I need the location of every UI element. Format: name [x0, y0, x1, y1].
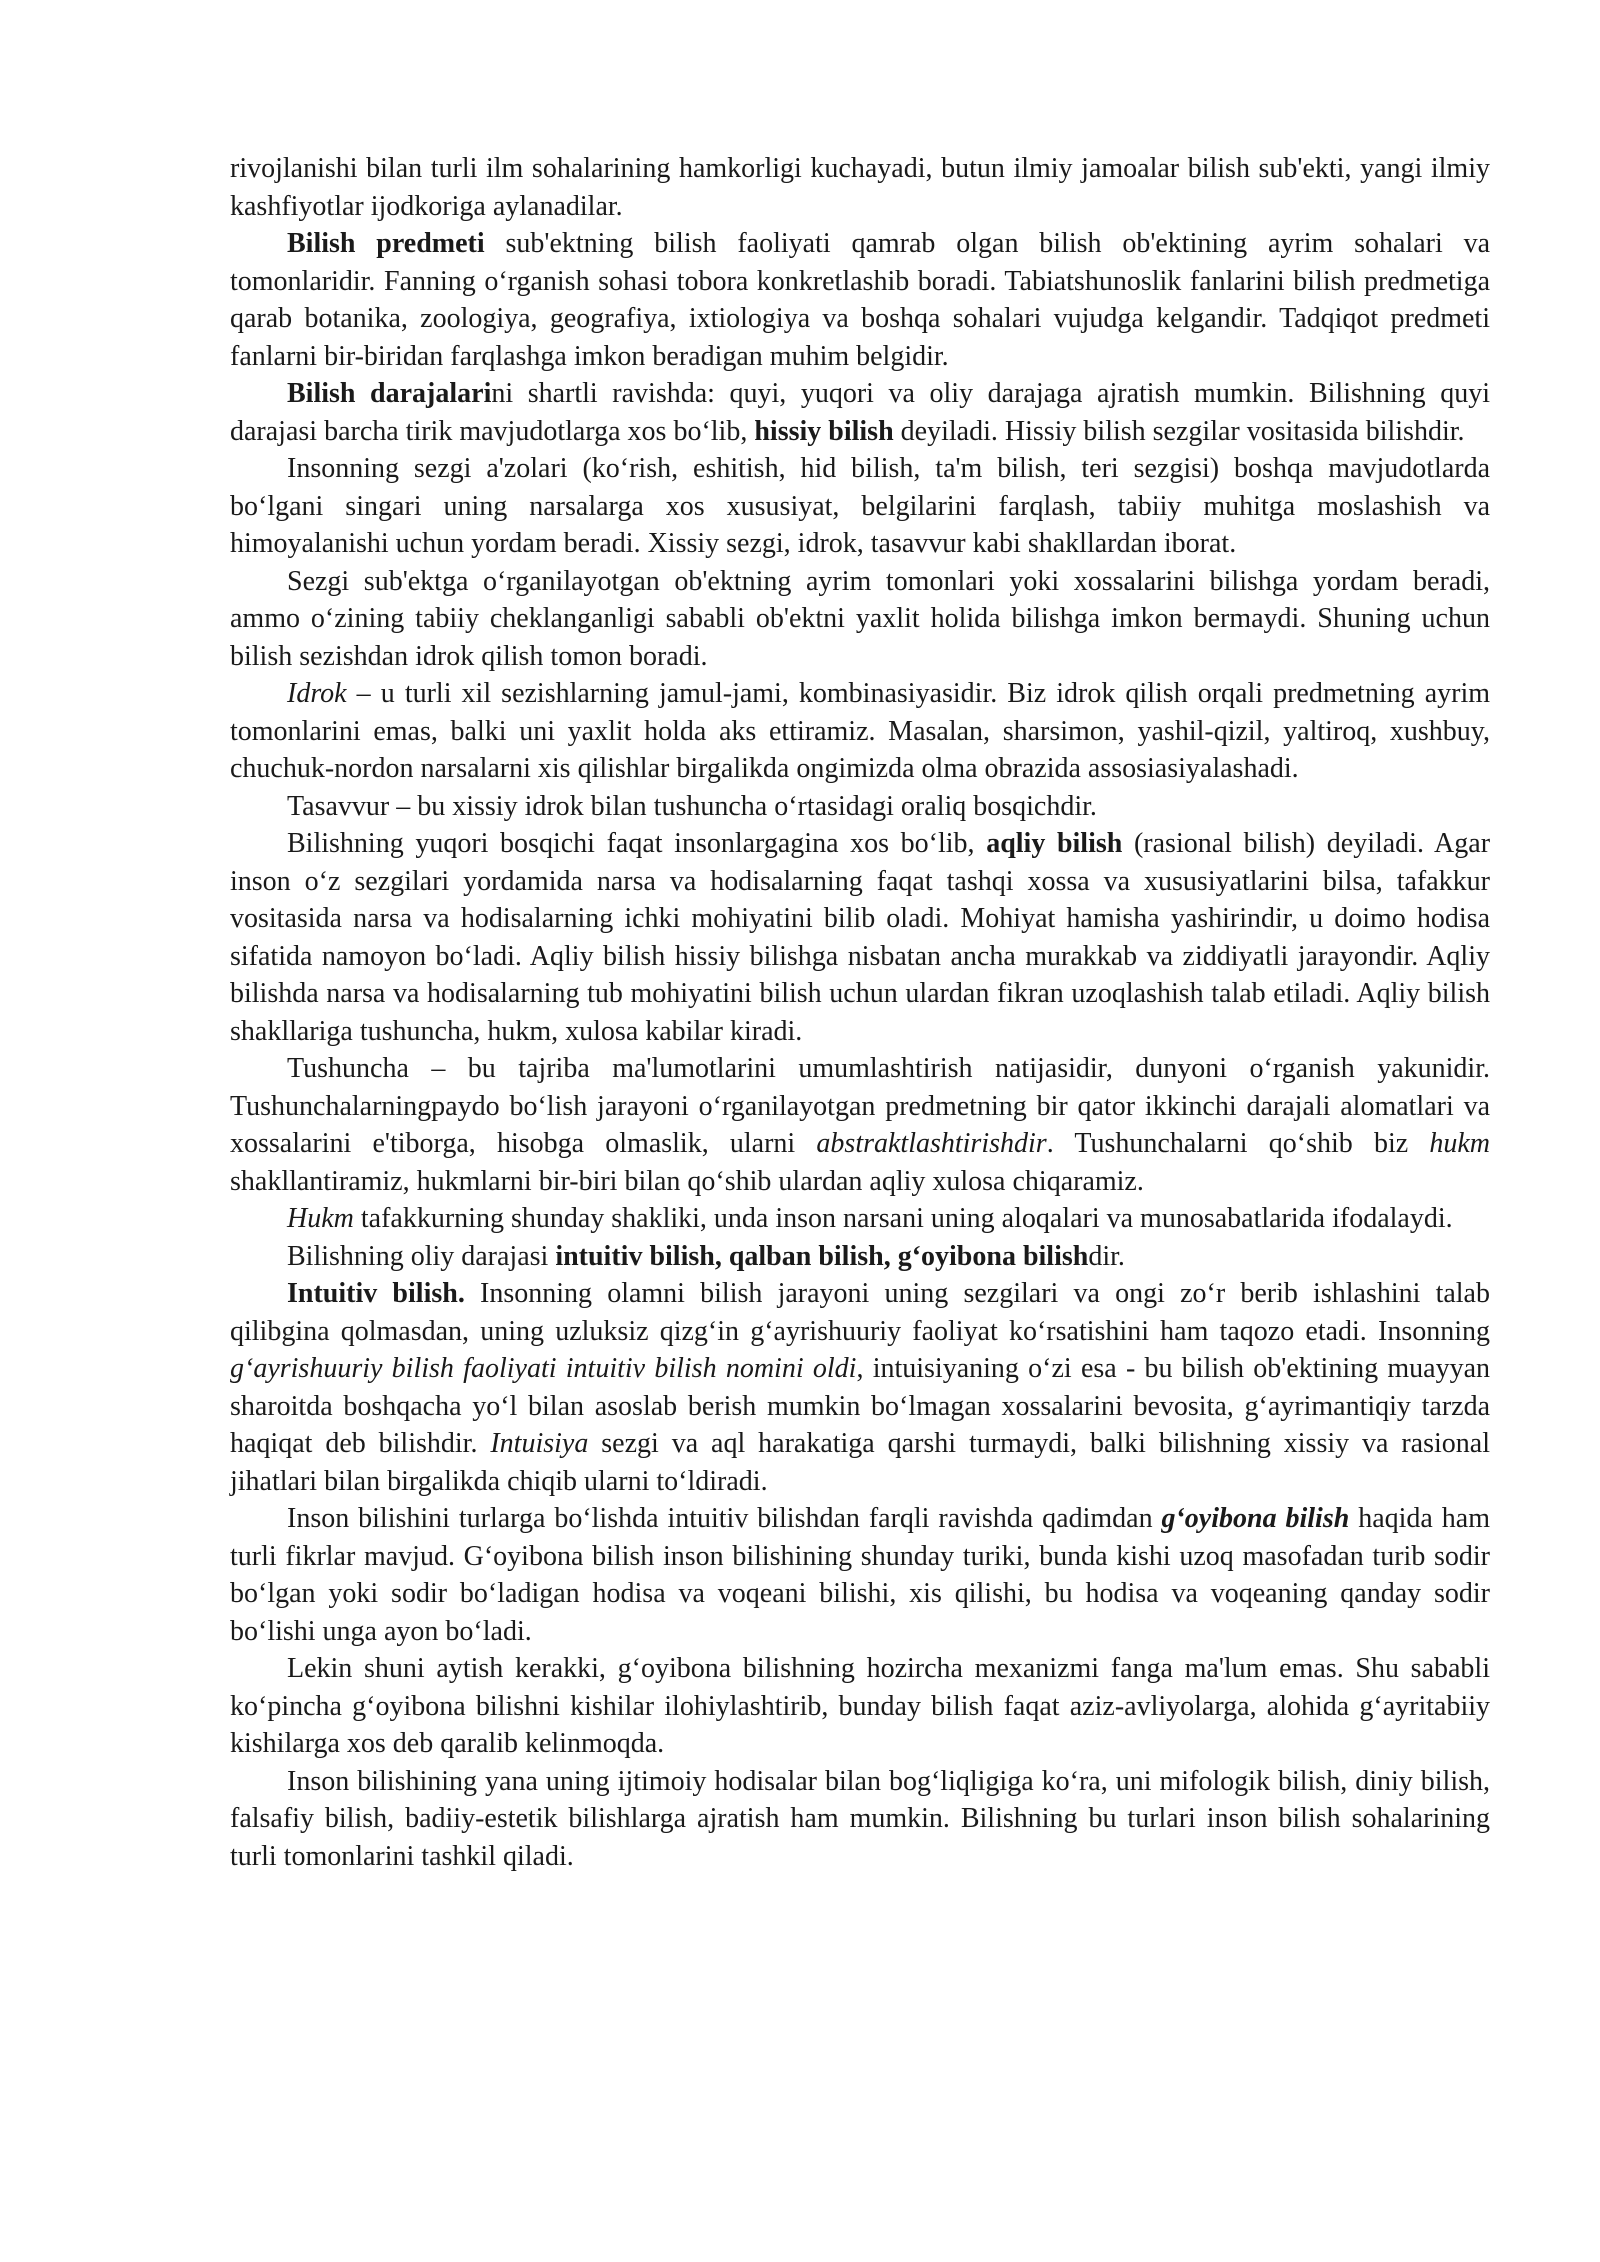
paragraph	[230, 563, 1490, 676]
paragraph	[230, 788, 1490, 826]
italic-term: abstraktlashtirishdir	[816, 1128, 1047, 1159]
paragraph	[230, 1275, 1490, 1500]
text-run: Insonning sezgi a'zolari (ko‘rish, eshitish, hid bilish, ta'm bilish, teri sezgisi) boshqa mavjudotlarda bo‘lgani singari uning narsalarga xos xususiyat, belgilarini farqlash, tabiiy muhitga moslashish va himoyalanishi uchun yordam beradi. Xissiy sezgi, idrok, tasavvur kabi shakllardan iborat.	[230, 453, 1490, 559]
text-run: Inson bilishining yana uning ijtimoiy hodisalar bilan bog‘liqligiga ko‘ra, uni mifologik bilish, diniy bilish, falsafiy bilish, badiiy-estetik bilishlarga ajratish ham mumkin. Bilishning bu turlari inson bilish sohalarining turli tomonlarini tashkil qiladi.	[230, 1765, 1490, 1872]
paragraph	[230, 1650, 1490, 1763]
bold-term: Bilish darajalari	[287, 378, 492, 409]
text-run: dir.	[1088, 1240, 1125, 1272]
text-run: tafakkurning shunday shakliki, unda inson narsani uning aloqalari va munosabatlarida ifodalaydi.	[353, 1203, 1453, 1234]
text-run: (rasional bilish) deyiladi. Agar inson o‘z sezgilari yordamida narsa va hodisalarning faqat tashqi xossa va xususiyatlarini bilsa, tafakkur vositasida narsa va hodisalarning ichki mohiyatini bilib oladi. Mohiyat hamisha yashirindir, u doimo hodisa sifatida namoyon bo‘ladi. Aqliy bilish hissiy bilishga nisbatan ancha murakkab va ziddiyatli jarayondir. Aqliy bilishda narsa va hodisalarning tub mohiyatini bilish uchun ulardan fikran uzoqlashish talab etiladi. Aqliy bilish shakllariga tushuncha, hukm, xulosa kabilar kiradi.	[230, 828, 1491, 1047]
text-run: sub'ektning bilish faoliyati qamrab olgan bilish ob'ektining ayrim sohalari va tomonlaridir. Fanning o‘rganish sohasi tobora konkretlashib boradi. Tabiatshunoslik fanlarini bilish predmetiga qarab botanika, zoologiya, geografiya, ixtiologiya va boshqa sohalari vujudga kelgandir. Tadqiqot predmeti fanlarni bir-biridan farqlashga imkon beradigan muhim belgidir.	[230, 228, 1490, 372]
text-run: – u turli xil sezishlarning jamul-jami, kombinasiyasidir. Biz idrok qilish orqali predmetning ayrim tomonlarini emas, balki uni yaxlit holda aks ettiramiz. Masalan, sharsimon, yashil-qizil, yaltiroq, xushbuy, chuchuk-nordon narsalarni xis qilishlar birgalikda ongimizda olma obrazida assosiasiyalashadi.	[230, 678, 1490, 784]
bold-term: Bilish predmeti	[287, 228, 485, 259]
italic-term: Intuisiya	[490, 1428, 589, 1459]
paragraph	[230, 225, 1490, 375]
text-run: Bilishning oliy darajasi	[287, 1240, 556, 1272]
text-run: Tasavvur – bu xissiy idrok bilan tushuncha o‘rtasidagi oraliq bosqichdir.	[287, 790, 1097, 822]
text-run: deyiladi. Hissiy bilish sezgilar vositasida bilishdir.	[893, 415, 1465, 447]
text-run: Lekin shuni aytish kerakki, g‘oyibona bilishning hozircha mexanizmi fanga ma'lum emas. Shu sababli ko‘pincha g‘oyibona bilishni kishilar ilohiylashtirib, bunday bilish faqat aziz-avliyolarga, alohida g‘ayritabiiy kishilarga xos deb qaralib kelinmoqda.	[230, 1653, 1490, 1759]
paragraph	[230, 1200, 1490, 1238]
text-run: Insonning olamni bilish jarayoni uning sezgilari va ongi zo‘r berib ishlashini talab qilibgina qolmasdan, uning uzluksiz qizg‘in g‘ayrishuuriy faoliyat ko‘rsatishini ham taqozo etadi. Insonning	[230, 1278, 1490, 1347]
paragraph	[230, 675, 1490, 788]
italic-term: Hukm	[287, 1203, 354, 1234]
paragraph	[230, 150, 1490, 225]
paragraph	[230, 375, 1490, 450]
paragraph	[230, 1500, 1490, 1650]
bold-italic-term: g‘oyibona bilish	[1161, 1503, 1350, 1534]
italic-term: g‘ayrishuuriy bilish faoliyati intuitiv bilish nomini oldi	[230, 1353, 857, 1384]
text-run: sezgi va aql harakatiga qarshi turmaydi, balki bilishning xissiy va rasional jihatlari bilan birgalikda chiqib ularni to‘ldiradi.	[230, 1428, 1490, 1497]
bold-term: aqliy bilish	[986, 828, 1123, 859]
text-run: Inson bilishini turlarga bo‘lishda intuitiv bilishdan farqli ravishda qadimdan	[287, 1503, 1162, 1534]
italic-term: hukm	[1429, 1128, 1490, 1159]
bold-term: hissiy bilish	[754, 415, 894, 447]
bold-term: Intuitiv bilish.	[287, 1278, 465, 1309]
text-run: ni shartli ravishda: quyi, yuqori va oliy darajaga ajratish mumkin. Bilishning quyi darajasi barcha tirik mavjudotlarga xos bo‘lib,	[230, 378, 1490, 447]
paragraph	[230, 1238, 1490, 1276]
text-run: rivojlanishi bilan turli ilm sohalarining hamkorligi kuchayadi, butun ilmiy jamoalar bilish sub'ekti, yangi ilmiy kashfiyotlar ijodkoriga aylanadilar.	[230, 153, 1490, 222]
paragraph	[230, 1763, 1490, 1876]
bold-term: intuitiv bilish, qalban bilish, g‘oyibona bilish	[555, 1240, 1089, 1272]
text-run: Tushuncha – bu tajriba ma'lumotlarini umumlashtirish natijasidir, dunyoni o‘rganish yakunidir. Tushunchalarningpaydo bo‘lish jarayoni o‘rganilayotgan predmetning bir qator ikkinchi darajali alomatlari va xossalarini e'tiborga, hisobga olmaslik, ularni	[230, 1053, 1490, 1159]
text-run: haqida ham turli fikrlar mavjud. G‘oyibona bilish inson bilishining shunday turiki, bunda kishi uzoq masofadan turib sodir bo‘lgan yoki sodir bo‘ladigan hodisa va voqeani bilishi, xis qilishi, bu hodisa va voqeaning qanday sodir bo‘lishi unga ayon bo‘ladi.	[230, 1503, 1490, 1647]
text-run: . Tushunchalarni qo‘shib biz	[1046, 1128, 1430, 1159]
text-run: Bilishning yuqori bosqichi faqat insonlargagina xos bo‘lib,	[287, 828, 987, 859]
text-run: shakllantiramiz, hukmlarni bir-biri bilan qo‘shib ulardan aqliy xulosa chiqaramiz.	[230, 1165, 1144, 1197]
paragraph	[230, 1050, 1490, 1200]
text-run: , intuisiyaning o‘zi esa - bu bilish ob'ektining muayyan sharoitda boshqacha yo‘l bilan asoslab berish mumkin bo‘lmagan xossalarini bevosita, g‘ayrimantiqiy tarzda haqiqat deb bilishdir.	[230, 1353, 1490, 1459]
paragraph	[230, 450, 1490, 563]
italic-term: Idrok	[287, 678, 347, 709]
document-page	[230, 150, 1490, 1875]
text-run: Sezgi sub'ektga o‘rganilayotgan ob'ektning ayrim tomonlari yoki xossalarini bilishga yordam beradi, ammo o‘zining tabiiy cheklanganligi sababli ob'ektni yaxlit holida bilishga imkon bermaydi. Shuning uchun bilish sezishdan idrok qilish tomon boradi.	[230, 565, 1490, 672]
paragraph	[230, 825, 1490, 1050]
